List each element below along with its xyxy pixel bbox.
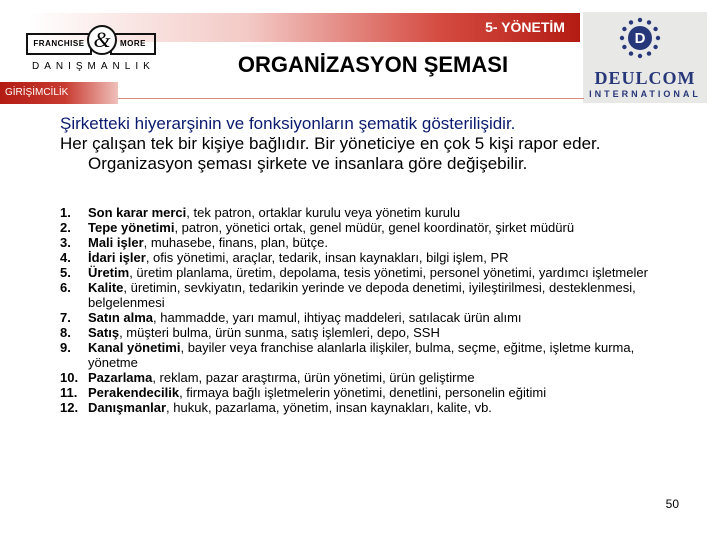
list-item-description: , üretim planlama, üretim, depolama, tesis yönetimi, personel yönetimi, yardımcı işletmeler (129, 265, 648, 280)
logo-word-right: MORE (110, 33, 156, 55)
list-item-description: , reklam, pazar araştırma, ürün yönetimi, ürün geliştirme (152, 370, 475, 385)
list-item (60, 280, 670, 310)
list-item-term: Mali işler (88, 235, 144, 250)
list-item-number: 11. (60, 385, 78, 400)
header-divider (118, 98, 584, 99)
logo-ampersand: & (87, 25, 117, 55)
list-item-number: 8. (60, 325, 71, 340)
list-item-number: 7. (60, 310, 71, 325)
franchise-more-logo (26, 27, 156, 82)
deulcom-letter: D (634, 30, 646, 47)
page-number: 50 (665, 497, 679, 511)
deulcom-wordmark-sub: INTERNATIONAL (589, 89, 701, 99)
list-item-term: Son karar merci (88, 205, 187, 220)
list-item (60, 310, 670, 325)
category-bar: GİRİŞİMCİLİK (0, 82, 118, 104)
list-item-number: 6. (60, 280, 71, 295)
list-item-term: Satın alma (88, 310, 154, 325)
list-item (60, 385, 670, 400)
list-item-term: Pazarlama (88, 370, 153, 385)
list-item-description: , hukuk, pazarlama, yönetim, insan kaynakları, kalite, vb. (166, 400, 492, 415)
list-item (60, 370, 670, 385)
list-item (60, 250, 670, 265)
list-item-description: , firmaya bağlı işletmelerin yönetimi, denetlini, personelin eğitimi (179, 385, 547, 400)
list-item-number: 9. (60, 340, 71, 355)
deulcom-star-ring-icon (618, 16, 662, 60)
list-item-term: Perakendecilik (88, 385, 180, 400)
list-item-term: İdari işler (88, 250, 146, 265)
list-item-description: , hammadde, yarı mamul, ihtiyaç maddeleri, satılacak ürün alımı (153, 310, 522, 325)
list-item-term: Danışmanlar (88, 400, 167, 415)
list-item-description: , muhasebe, finans, plan, bütçe. (143, 235, 328, 250)
list-item-number: 10. (60, 370, 79, 385)
list-item (60, 220, 670, 235)
list-item-description: , tek patron, ortaklar kurulu veya yönetim kurulu (186, 205, 461, 220)
list-item (60, 235, 670, 250)
list-item-description: , ofis yönetimi, araçlar, tedarik, insan kaynakları, bilgi işlem, PR (145, 250, 509, 265)
logo-subtitle: DANIŞMANLIK (32, 61, 155, 72)
list-item-number: 1. (60, 205, 71, 220)
list-item-term: Tepe yönetimi (88, 220, 175, 235)
list-item-description: , müşteri bulma, ürün sunma, satış işlemleri, depo, SSH (119, 325, 440, 340)
intro-line-1: Şirketteki hiyerarşinin ve fonksiyonların şematik gösterilişidir. (60, 114, 516, 133)
list-item (60, 340, 670, 370)
deulcom-wordmark: DEULCOM (594, 68, 696, 88)
function-list (60, 205, 670, 415)
list-item-term: Üretim (88, 265, 130, 280)
list-item (60, 265, 670, 280)
list-item-term: Satış (88, 325, 120, 340)
logo-word-left: FRANCHISE (26, 33, 92, 55)
list-item (60, 400, 670, 415)
list-item (60, 325, 670, 340)
list-item-number: 12. (60, 400, 79, 415)
page-title: ORGANİZASYON ŞEMASI (237, 52, 509, 77)
list-item-term: Kanal yönetimi (88, 340, 181, 355)
list-item-description: , patron, yönetici ortak, genel müdür, genel koordinatör, şirket müdürü (174, 220, 575, 235)
list-item-term: Kalite (88, 280, 124, 295)
list-item-number: 2. (60, 220, 71, 235)
section-label: 5- YÖNETİM (485, 19, 565, 35)
list-item-number: 3. (60, 235, 71, 250)
list-item-number: 5. (60, 265, 71, 280)
list-item-number: 4. (60, 250, 71, 265)
list-item-description: , üretimin, sevkiyatın, tedarikin yerinde ve depoda denetimi, iyileştirilmesi, desteklenmesi, belgelenmesi (88, 280, 636, 310)
intro-line-2: Her çalışan tek bir kişiye bağlıdır. Bir yöneticiye en çok 5 kişi rapor eder. Organizasyon şeması şirkete ve insanlara göre değişebilir. (60, 134, 601, 173)
list-item (60, 205, 670, 220)
intro-text (60, 114, 680, 174)
deulcom-logo (583, 12, 707, 103)
list-item-description: , bayiler veya franchise alanlarla ilişkiler, bulma, seçme, eğitme, işletme kurma, yönetme (88, 340, 635, 370)
